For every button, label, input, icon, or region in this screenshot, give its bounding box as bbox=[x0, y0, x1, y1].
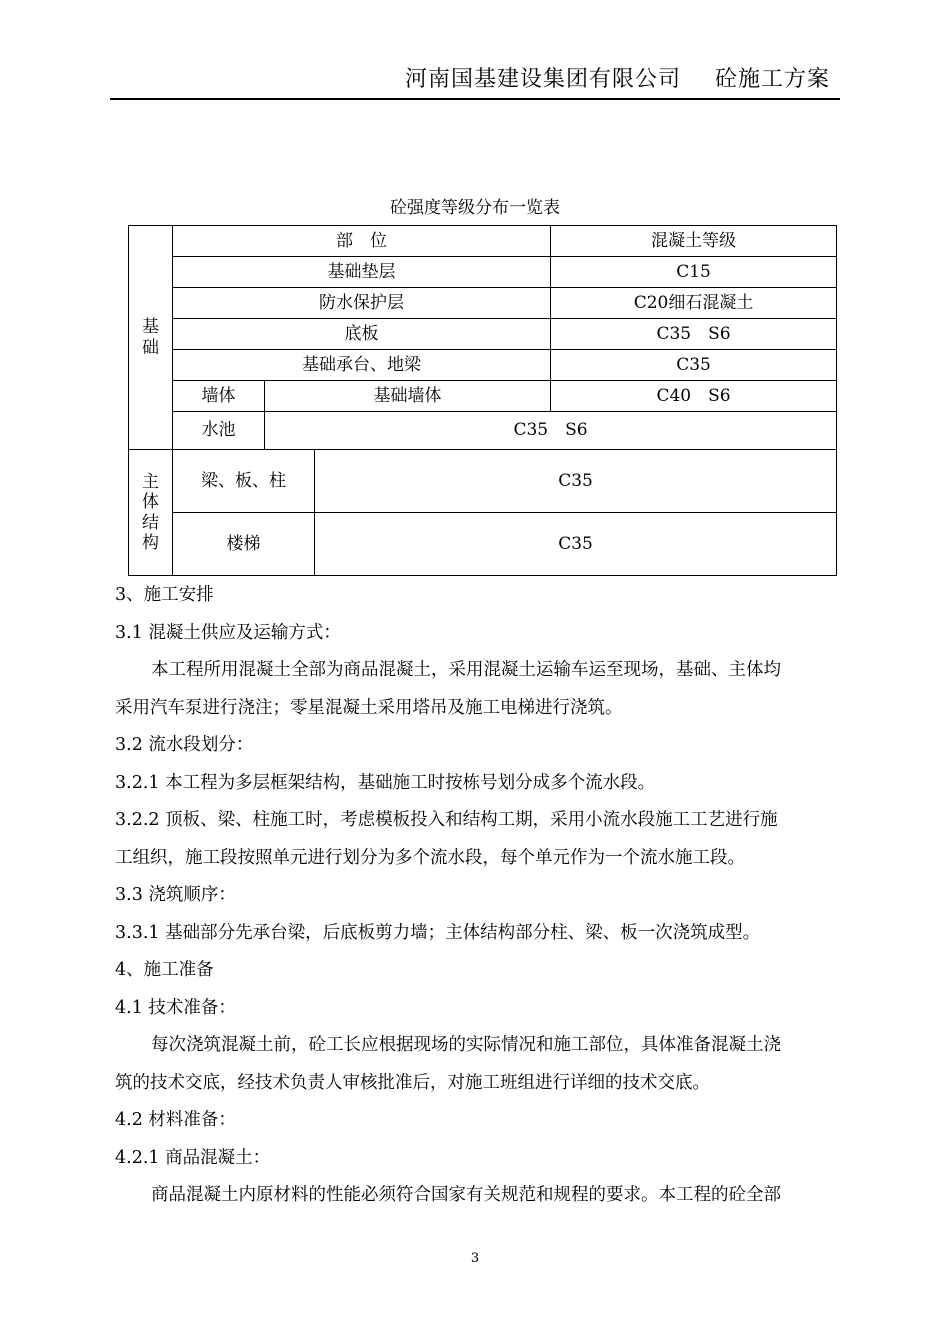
cell-pool-label: 水池 bbox=[173, 412, 265, 450]
header-grade: 混凝土等级 bbox=[551, 226, 837, 257]
cell-part: 底板 bbox=[173, 319, 551, 350]
header-part: 部 位 bbox=[173, 226, 551, 257]
subsection-heading: 3.3 浇筑顺序： bbox=[115, 885, 236, 905]
cell-grade: C35 bbox=[551, 350, 837, 381]
cell-main-grade: C35 bbox=[315, 450, 837, 513]
group-main-structure: 主 体 结 构 bbox=[129, 450, 173, 576]
subsection-heading: 3.2 流水段划分： bbox=[115, 735, 254, 755]
subsection-heading: 3.1 混凝土供应及运输方式： bbox=[115, 622, 341, 643]
header-company: 河南国基建设集团有限公司 bbox=[404, 67, 681, 92]
cell-grade: C35 S6 bbox=[551, 319, 837, 350]
paragraph-line: 工组织，施工段按照单元进行划分为多个流水段，每个单元作为一个流水施工段。 bbox=[115, 847, 745, 868]
cell-pool-grade: C35 S6 bbox=[265, 412, 837, 450]
cell-part: 防水保护层 bbox=[173, 288, 551, 319]
table-title: 砼强度等级分布一览表 bbox=[390, 198, 560, 218]
cell-main-part: 楼梯 bbox=[173, 513, 315, 576]
paragraph-line: 3.2.1 本工程为多层框架结构，基础施工时按栋号划分成多个流水段。 bbox=[115, 772, 656, 793]
cell-wall-part: 基础墙体 bbox=[265, 381, 551, 412]
cell-grade: C20细石混凝土 bbox=[551, 288, 837, 319]
body-text bbox=[115, 577, 837, 1215]
cell-part: 基础垫层 bbox=[173, 257, 551, 288]
section-heading: 4、施工准备 bbox=[115, 960, 214, 980]
group-foundation: 基 础 bbox=[129, 226, 173, 450]
page-number: 3 bbox=[470, 1251, 480, 1266]
section-heading: 3、施工安排 bbox=[115, 585, 214, 605]
header-doc-title: 砼施工方案 bbox=[714, 67, 830, 92]
paragraph-line: 本工程所用混凝土全部为商品混凝土，采用混凝土运输车运至现场，基础、主体均 bbox=[151, 660, 781, 680]
cell-main-grade: C35 bbox=[315, 513, 837, 576]
paragraph-line: 每次浇筑混凝土前，砼工长应根据现场的实际情况和施工部位，具体准备混凝土浇 bbox=[151, 1035, 781, 1055]
cell-part: 基础承台、地梁 bbox=[173, 350, 551, 381]
header-text bbox=[405, 62, 830, 93]
paragraph-line: 3.3.1 基础部分先承台梁，后底板剪力墙；主体结构部分柱、梁、板一次浇筑成型。 bbox=[115, 922, 761, 943]
cell-grade: C15 bbox=[551, 257, 837, 288]
page-header bbox=[110, 52, 840, 100]
concrete-grade-table bbox=[128, 225, 837, 576]
cell-wall-label: 墙体 bbox=[173, 381, 265, 412]
paragraph-line: 3.2.2 顶板、梁、柱施工时，考虑模板投入和结构工期，采用小流水段施工工艺进行施 bbox=[115, 810, 778, 830]
paragraph-line: 商品混凝土内原材料的性能必须符合国家有关规范和规程的要求。本工程的砼全部 bbox=[151, 1185, 781, 1205]
subsection-heading: 4.2 材料准备： bbox=[115, 1110, 236, 1130]
paragraph-line: 筑的技术交底，经技术负责人审核批准后，对施工班组进行详细的技术交底。 bbox=[115, 1072, 710, 1093]
subsection-heading: 4.1 技术准备： bbox=[115, 997, 236, 1018]
subsection-heading: 4.2.1 商品混凝土： bbox=[115, 1147, 271, 1168]
paragraph-line: 采用汽车泵进行浇注；零星混凝土采用塔吊及施工电梯进行浇筑。 bbox=[115, 697, 623, 718]
cell-main-part: 梁、板、柱 bbox=[173, 450, 315, 513]
cell-wall-grade: C40 S6 bbox=[551, 381, 837, 412]
